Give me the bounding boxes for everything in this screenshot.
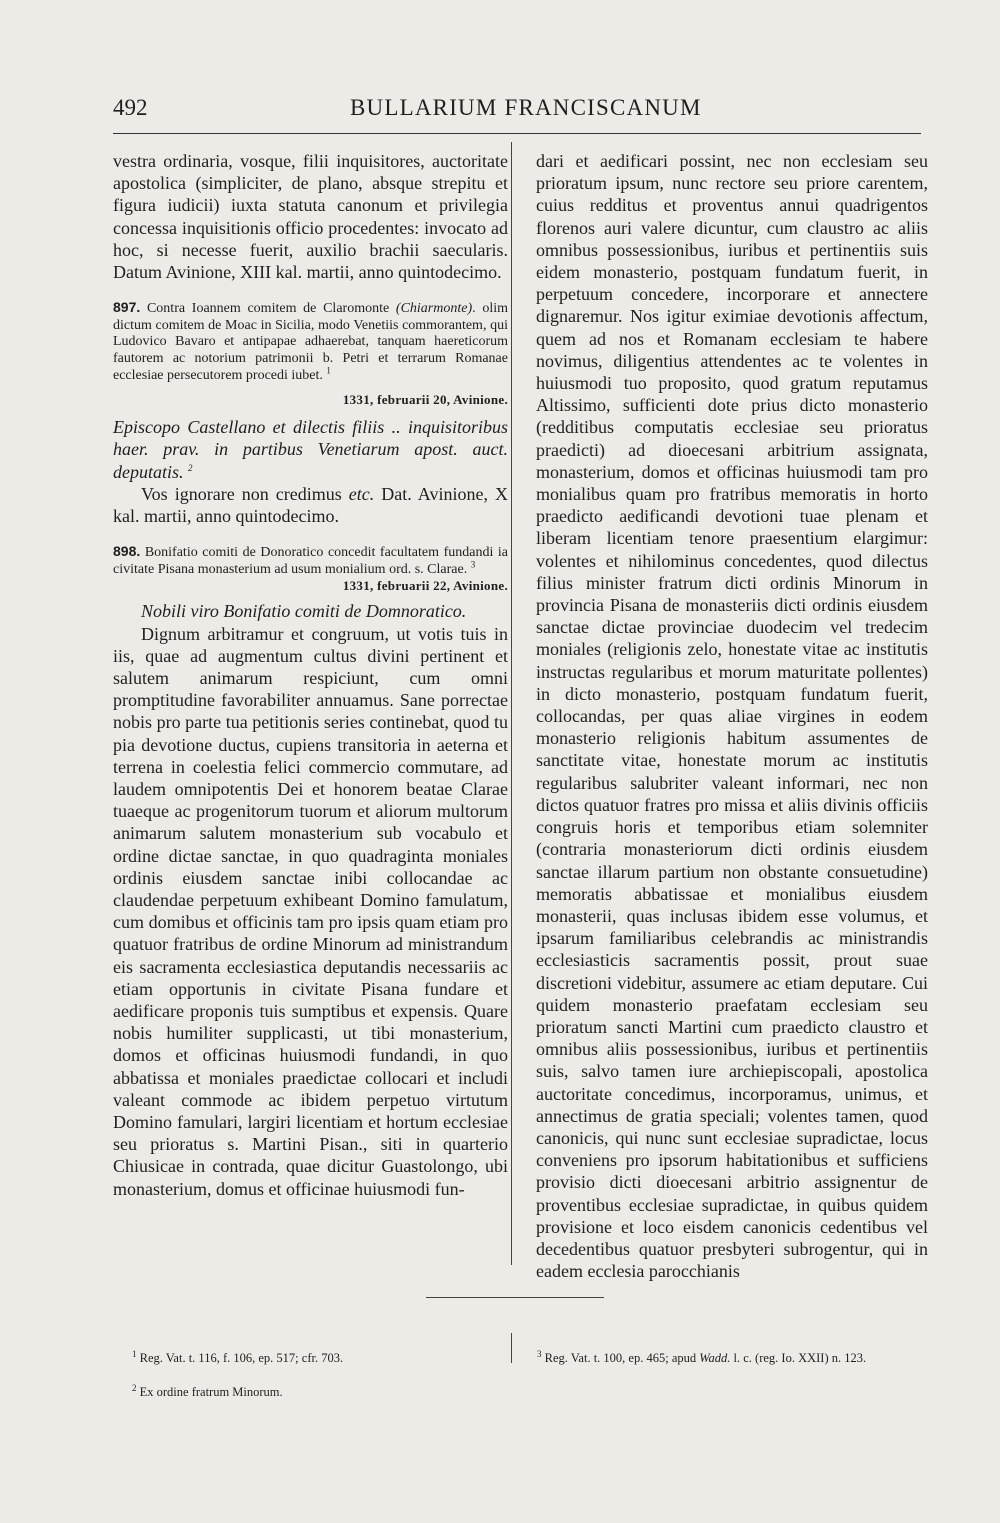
- entry-898-date: 1331, februarii 22, Avinione.: [342, 578, 508, 594]
- footnotes-left: [132, 1333, 492, 1418]
- entry-898-summary: [113, 543, 508, 578]
- right-column-text: dari et aedificari possint, nec non ecclesiam seu prioratum ipsum, nunc rectore seu priore carentem, cuius redditus et proventus annui quadrigentos florenos auri valere dicuntur, cum claustro ac aliis omnibus possessionibus, iuribus et pertinentiis suis eidem monasterio, postquam fundatum fuerit, in perpetuum concedere, incorporare et annectere dignaremur. Nos igitur eximiae devotionis affectum, quem ad nos et Romanam ecclesiam te habere novimus, diligentius attendentes ac te volentes in huiusmodi tuo proposito, quod gratum reputamus Altissimo, sufficienti dote prius dicto monasterio (redditibus computatis ecclesiae seu prioratus praedicti) ad dioecesani arbitrium assignata, monasterium, domos et officinas huiusmodi tam pro monialibus quam pro fratribus memoratis in horto praedicto aedificandi devotioni tuae plenam et liberam licentiam tenore praesentium elargimur: volentes et nihilominus concedentes, quod dilectus filius minister fratrum dicti ordinis Minorum in provincia Pisana de monasteriis dicti ordinis eiusdem sanctae dictae provinciae duodecim vel tredecim moniales (religionis zelo, honestate vitae ac institutis instructas regularibus et morum maturitate pollentes) in dicto monasterio, postquam fundatum fuerit, collocandas, per quas aliae virgines in eodem monasterio religionis habitum assumentes de sanctitate vitae, honestate morum ac institutis regularibus salubriter valeant informari, nec non dictos quatuor fratres pro missa et aliis divinis officiis congruis horis et temporibus etiam solemniter (contraria monasteriorum dicti ordinis eiusdem sanctae illarum partium non obstante consuetudine) memoratis abbatissae et monialibus eiusdem monasterii, quas inclusas ibidem esse volumus, et ipsarum familiaribus celebrandis ac ministrandis ecclesiasticis sacramentis possit, prout suae discretioni videbitur, assumere ac etiam deputare. Cui quidem monasterio praefatam ecclesiam seu prioratum sancti Martini cum praedicto claustro et omnibus aliis possessionibus, iuribus et pertinentiis suis, salvo tamen iure archiepiscopali, apostolica auctoritate concedimus, incorporamus, unimus, et annectimus de gratia speciali; volentes tamen, quod canonicis, qui nunc sunt ecclesiae supradictae, locus conveniens pro ipsorum habitationibus et sufficiens provisio dicti dioecesani arbitrio assignentur de proventibus ecclesiae supradictae, in quibus quidem provisione et loco eisdem canonicis cedentibus vel decedentibus quatuor presbyteri subrogentur, qui in eadem ecclesia parocchianis: [536, 151, 928, 1282]
- entry-897-number: 897.: [113, 299, 141, 316]
- footnote-3-mark: 3: [537, 1348, 542, 1359]
- footnote-1-text: Reg. Vat. t. 116, f. 106, ep. 517; cfr. 703.: [139, 1351, 344, 1365]
- footnotes-right: [537, 1333, 927, 1384]
- footnote-3-text-part-a: Reg. Vat. t. 100, ep. 465; apud: [544, 1351, 700, 1365]
- opening-paragraph: vestra ordinaria, vosque, filii inquisitores, auctoritate apostolica (simpliciter, de plano, absque strepitu et figura iudicii) iuxta statuta canonum et privilegia concessa inquisitionis officio procedentes: invocato ad hoc, si necesse fuerit, auxilio brachii saecularis. Datum Avinione, XIII kal. martii, anno quintodecimo.: [113, 151, 508, 283]
- footnote-3: [537, 1350, 927, 1367]
- entry-897-summary-italic: (Chiarmonte): [395, 301, 473, 317]
- entry-897-summary-part-a: Contra Ioannem comitem de Claromonte: [146, 301, 396, 317]
- entry-897-text-italic: etc.: [348, 483, 375, 504]
- entry-897-text-part-a: Vos ignorare non credimus: [141, 483, 349, 504]
- entry-897-text-part-b: Dat. Avinione, X kal. martii, anno quintodecimo.: [113, 483, 508, 526]
- entry-897-text: [113, 483, 508, 527]
- footnote-2-text: Ex ordine fratrum Minorum.: [139, 1385, 283, 1399]
- footnote-3-text-italic: Wadd.: [699, 1351, 731, 1365]
- footnote-2: [132, 1384, 492, 1401]
- footnote-3-text-part-b: l. c. (reg. Io. XXII) n. 123.: [730, 1351, 867, 1365]
- entry-897-summary-part-b: . olim dictum comitem de Moac in Sicilia, modo Venetiis commorantem, qui Ludovico Bavaro et antipapae adhaerebat, tanquam haereticorum fautorem ac notorium patrimonii b. Petri et terrarum Romanae ecclesiae persecutorem procedi iubet.: [113, 301, 509, 383]
- footnote-mark-3: 3: [470, 559, 476, 570]
- right-column: [536, 150, 928, 1282]
- entry-897-address-text: Episcopo Castellano et dilectis filiis .. inquisitoribus haer. prav. in partibus Venetiarum apost. auct. deputatis.: [113, 417, 508, 482]
- entry-897-summary: [113, 299, 508, 384]
- footnote-mark-1: 1: [326, 364, 331, 375]
- footnote-separator: [426, 1297, 604, 1298]
- running-head: [113, 95, 923, 131]
- column-divider: [511, 142, 512, 1265]
- footnote-1-mark: 1: [132, 1348, 137, 1359]
- entry-897-date: 1331, februarii 20, Avinione.: [342, 392, 508, 408]
- footnote-mark-2: 2: [188, 462, 193, 473]
- header-rule: [113, 133, 921, 134]
- entry-898-text: Dignum arbitramur et congruum, ut votis tuis in iis, quae ad augmentum cultus divini pertinent et salutem animarum respiciunt, cum omni promptitudine favorabiliter annuamus. Sane porrectae nobis pro parte tua petitionis series continebat, quod tu pia devotione ductus, cupiens transitoria in aeterna et terrena in coelestia felici commercio commutare, ad laudem omnipotentis Dei et honorem beatae Clarae tuaeque ac progenitorum tuorum et aliorum multorum animarum salutem monasterium sub vocabulo et ordine dictae sanctae, in quo quadraginta moniales ordinis eiusdem sanctae inibi collocandae ac claudendae perpetuum exhibeant Domino famulatum, cum domibus et officinis tam pro ipsis quam etiam pro quatuor fratribus de ordine Minorum ad ministrandum eis sacramenta ecclesiastica deputandis necessariis ac etiam opportunis in civitate Pisana fundare et aedificare proponis tuis sumptibus et expensis. Quare nobis humiliter supplicasti, ut tibi monasterium, domos et officinas huiusmodi fundandi, in quo abbatissa et moniales praedictae collocari et includi valeant commode ac ibidem perpetuo virtutum Domino famulari, largiri licentiam et hortum ecclesiae seu prioratus s. Martini Pisan., siti in quarterio Chiusicae in contrada, quae dicitur Guastolongo, ubi monasterium, domus et officinae huiusmodi fun-: [113, 623, 508, 1199]
- entry-897-address: [113, 416, 508, 483]
- footnote-1: [132, 1350, 492, 1367]
- page-number: 492: [113, 95, 148, 120]
- entry-898-summary-text: Bonifatio comiti de Donoratico concedit facultatem fundandi ia civitate Pisana monasterium ad usum monialium ord. s. Clarae.: [113, 545, 509, 577]
- footnote-divider: [511, 1333, 512, 1363]
- entry-898-address: Nobili viro Bonifatio comiti de Domnoratico.: [141, 601, 467, 622]
- footnote-2-mark: 2: [132, 1382, 137, 1393]
- entry-898-number: 898.: [113, 543, 141, 560]
- running-title: BULLARIUM FRANCISCANUM: [350, 95, 702, 120]
- left-column: [113, 150, 508, 1200]
